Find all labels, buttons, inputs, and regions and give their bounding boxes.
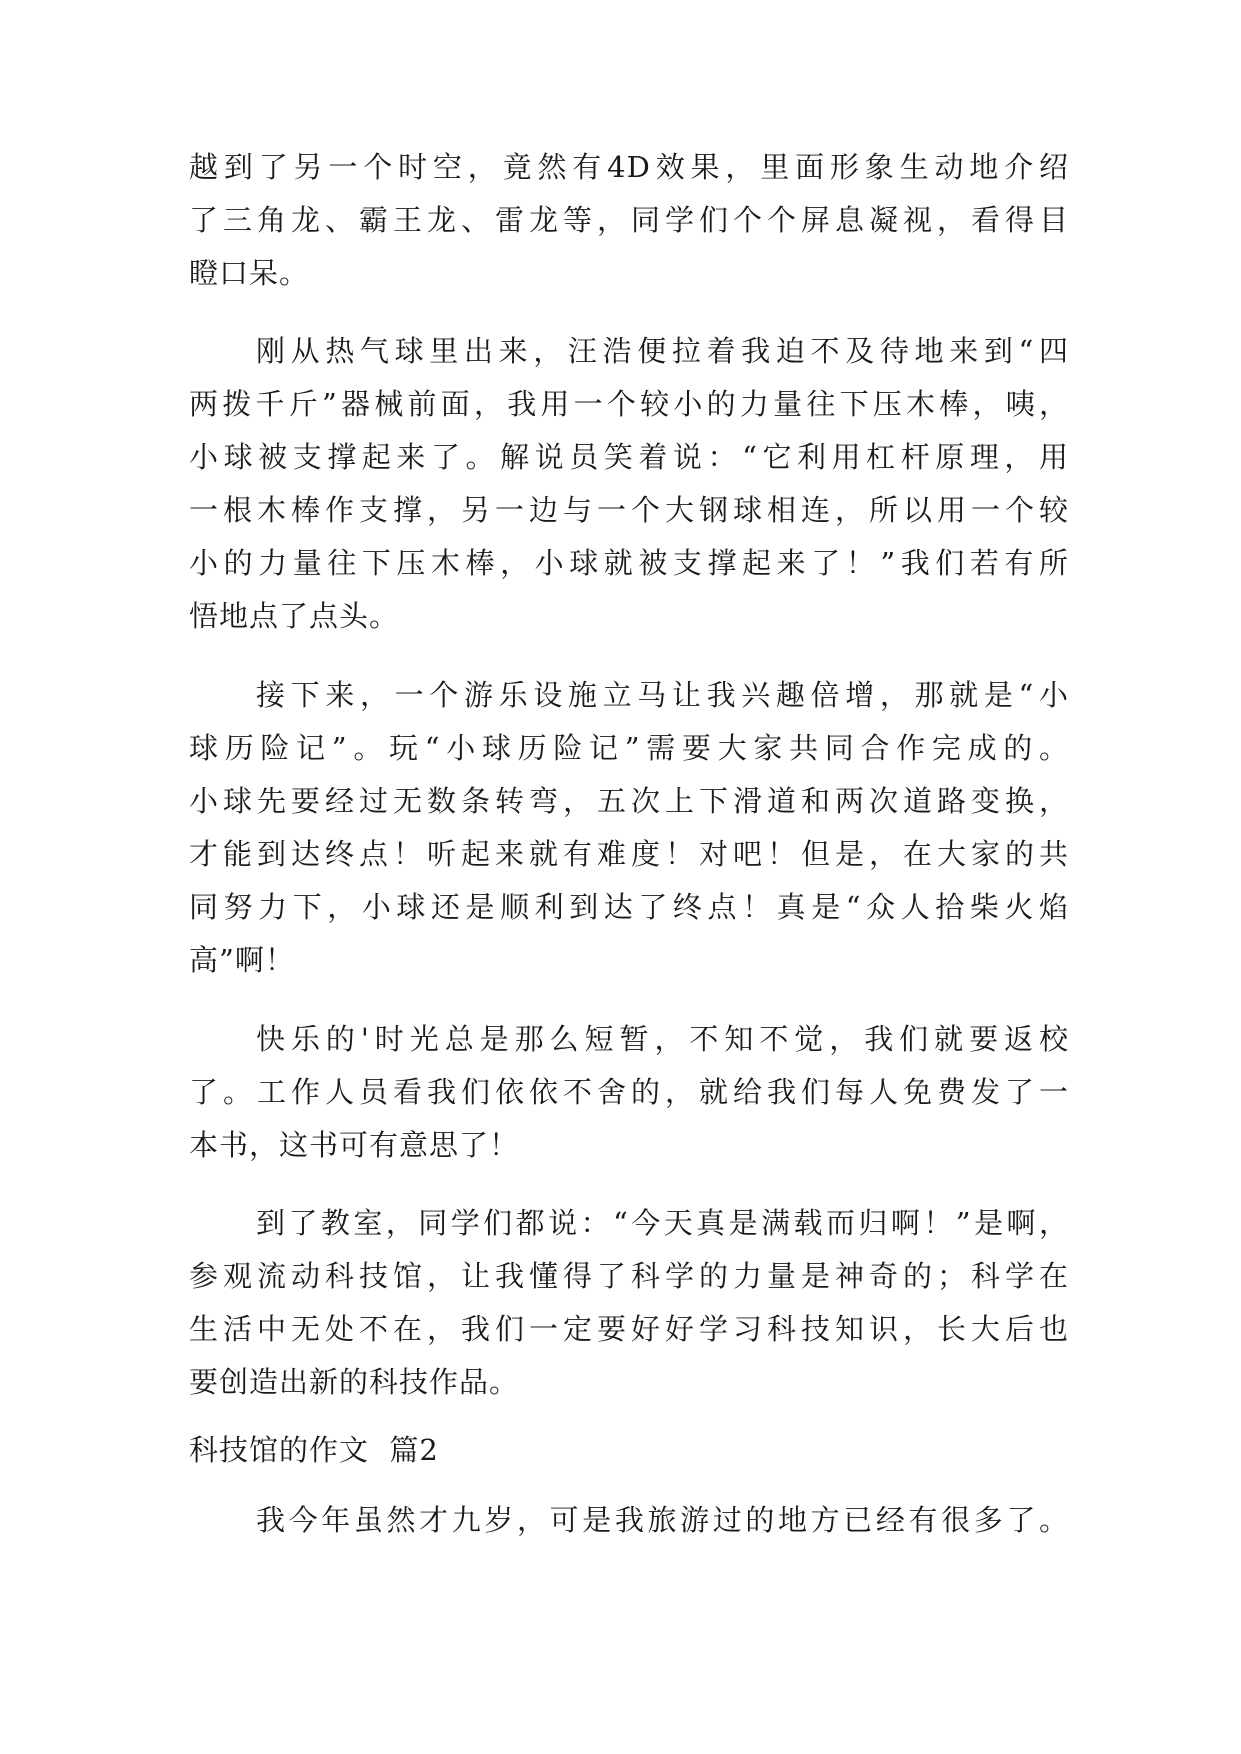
text-line: 一根木棒作支撑，另一边与一个大钢球相连，所以用一个较 [189,493,1069,527]
text-line: 球历险记”。玩“小球历险记”需要大家共同合作完成的。 [189,731,1069,765]
text-line: 参观流动科技馆，让我懂得了科学的力量是神奇的；科学在 [189,1259,1069,1293]
paragraph-first-line: 到了教室，同学们都说：“今天真是满载而归啊！”是啊， [256,1206,1069,1240]
text-line: 小球被支撑起来了。解说员笑着说：“它利用杠杆原理，用 [189,440,1069,474]
text-line: 小球先要经过无数条转弯，五次上下滑道和两次道路变换， [189,784,1069,818]
text-line: 了三角龙、霸王龙、雷龙等，同学们个个屏息凝视，看得目 [189,203,1069,237]
text-line: 本书，这书可有意思了！ [189,1128,520,1162]
text-line: 两拨千斤”器械前面，我用一个较小的力量往下压木棒，咦， [189,387,1069,421]
paragraph-first-line: 我今年虽然才九岁，可是我旅游过的地方已经有很多了。 [256,1503,1069,1537]
section-heading: 科技馆的作文 篇2 [189,1433,439,1467]
text-line: 同努力下，小球还是顺利到达了终点！真是“众人拾柴火焰 [189,890,1069,924]
text-line: 小的力量往下压木棒，小球就被支撑起来了！”我们若有所 [189,546,1069,580]
paragraph-first-line: 刚从热气球里出来，汪浩便拉着我迫不及待地来到“四 [256,334,1069,368]
text-line: 悟地点了点头。 [189,599,400,633]
text-line: 越到了另一个时空，竟然有4D效果，里面形象生动地介绍 [189,150,1069,184]
text-line: 才能到达终点！听起来就有难度！对吧！但是，在大家的共 [189,837,1069,871]
paragraph-first-line: 接下来，一个游乐设施立马让我兴趣倍增，那就是“小 [256,678,1069,712]
text-line: 了。工作人员看我们依依不舍的，就给我们每人免费发了一 [189,1075,1069,1109]
text-line: 瞪口呆。 [189,256,310,290]
text-line: 高”啊！ [189,943,295,977]
paragraph-first-line: 快乐的'时光总是那么短暂，不知不觉，我们就要返校 [256,1022,1069,1056]
text-line: 要创造出新的科技作品。 [189,1365,520,1399]
text-line: 生活中无处不在，我们一定要好好学习科技知识，长大后也 [189,1312,1069,1346]
